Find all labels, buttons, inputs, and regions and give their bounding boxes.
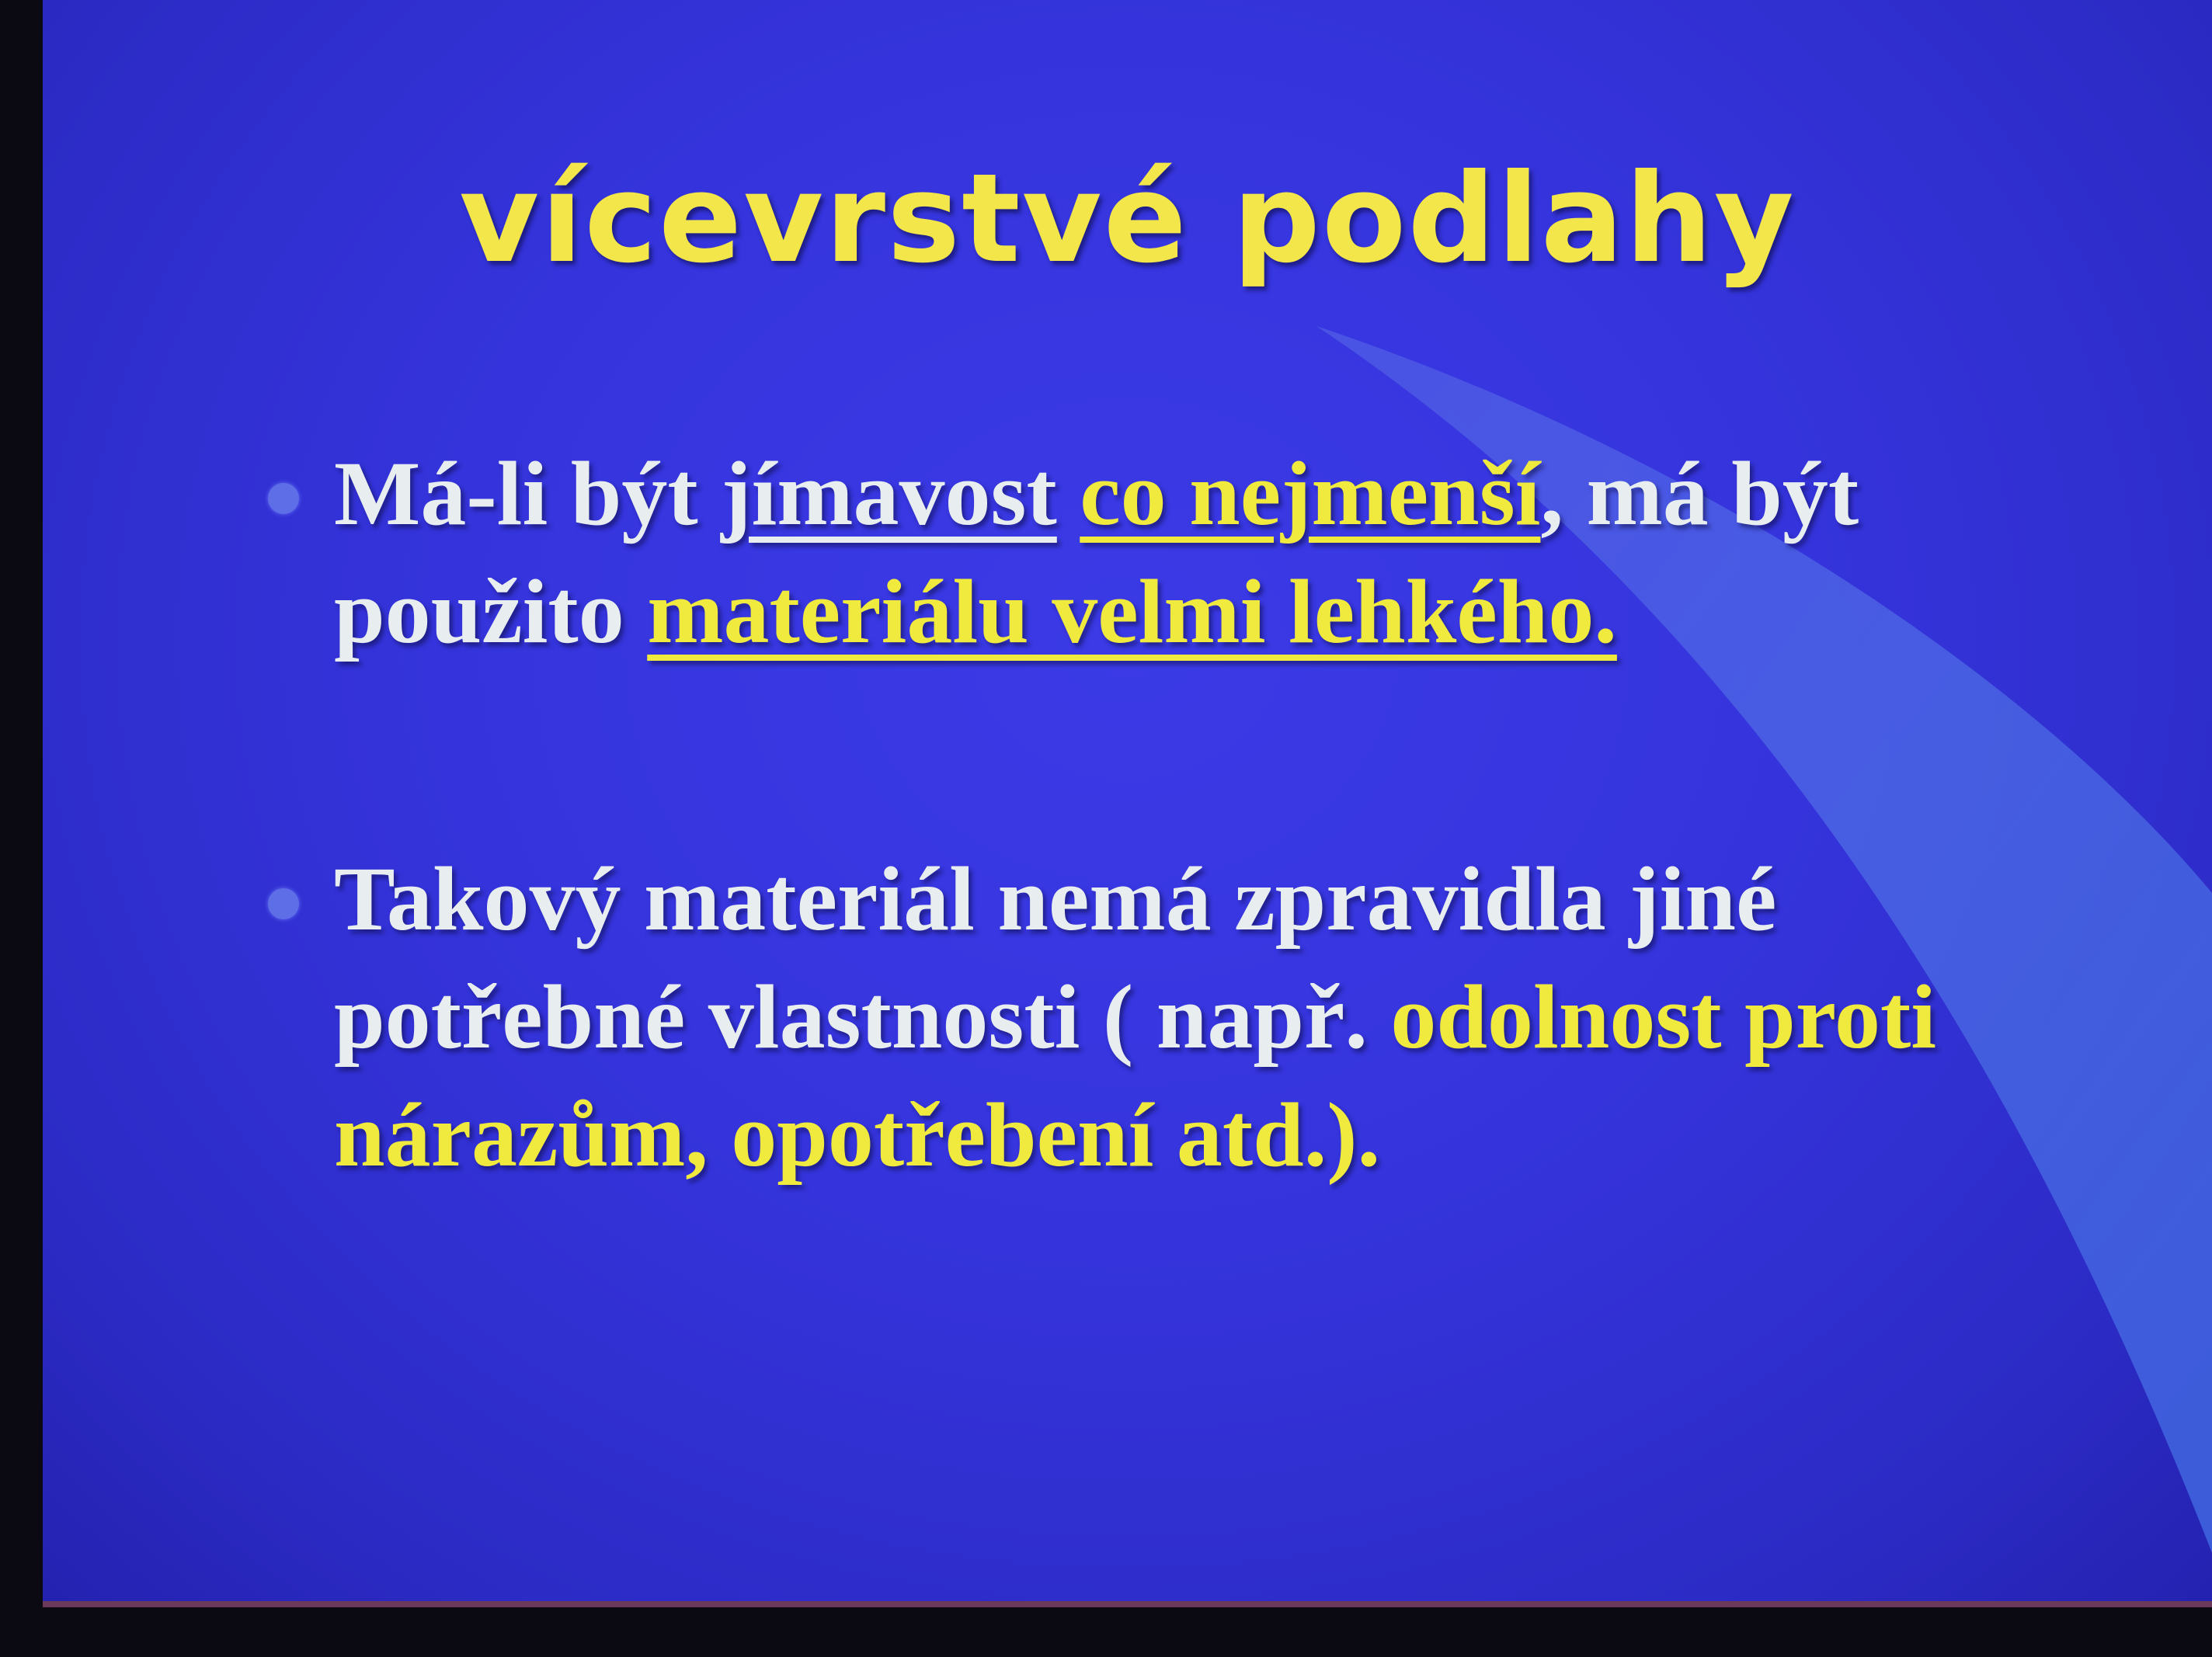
bullet-item-1 xyxy=(268,435,2093,671)
bullet2-text-2: potřebné vlastnosti ( např. xyxy=(334,966,1391,1068)
bullet1-text-2: , má být xyxy=(1540,443,1859,544)
bullet2-text-1: Takový materiál nemá zpravidla jiné xyxy=(334,848,1777,950)
bullet1-text-3: použito xyxy=(334,561,648,662)
bullet1-underlined-co-nejmensi: co nejmenší xyxy=(1080,443,1541,544)
bullet1-underlined-jimavost: jímavost xyxy=(721,443,1057,544)
bullet2-text-yellow-2: nárazům, opotřebení atd.). xyxy=(334,1084,1381,1186)
bullet-dot-icon xyxy=(268,888,299,919)
bullet-item-2 xyxy=(268,840,2093,1194)
bullet-dot-icon xyxy=(268,483,299,514)
bullet1-text-1: Má-li být xyxy=(334,443,722,544)
bullet1-text-space xyxy=(1057,443,1080,544)
bullet-list xyxy=(268,435,2093,1194)
presentation-slide xyxy=(43,0,2212,1607)
bullet1-underlined-material: materiálu velmi lehkého. xyxy=(647,561,1617,662)
slide-title: vícevrstvé podlahy xyxy=(459,148,1796,290)
bullet2-text-yellow-1: odolnost proti xyxy=(1390,966,1937,1068)
